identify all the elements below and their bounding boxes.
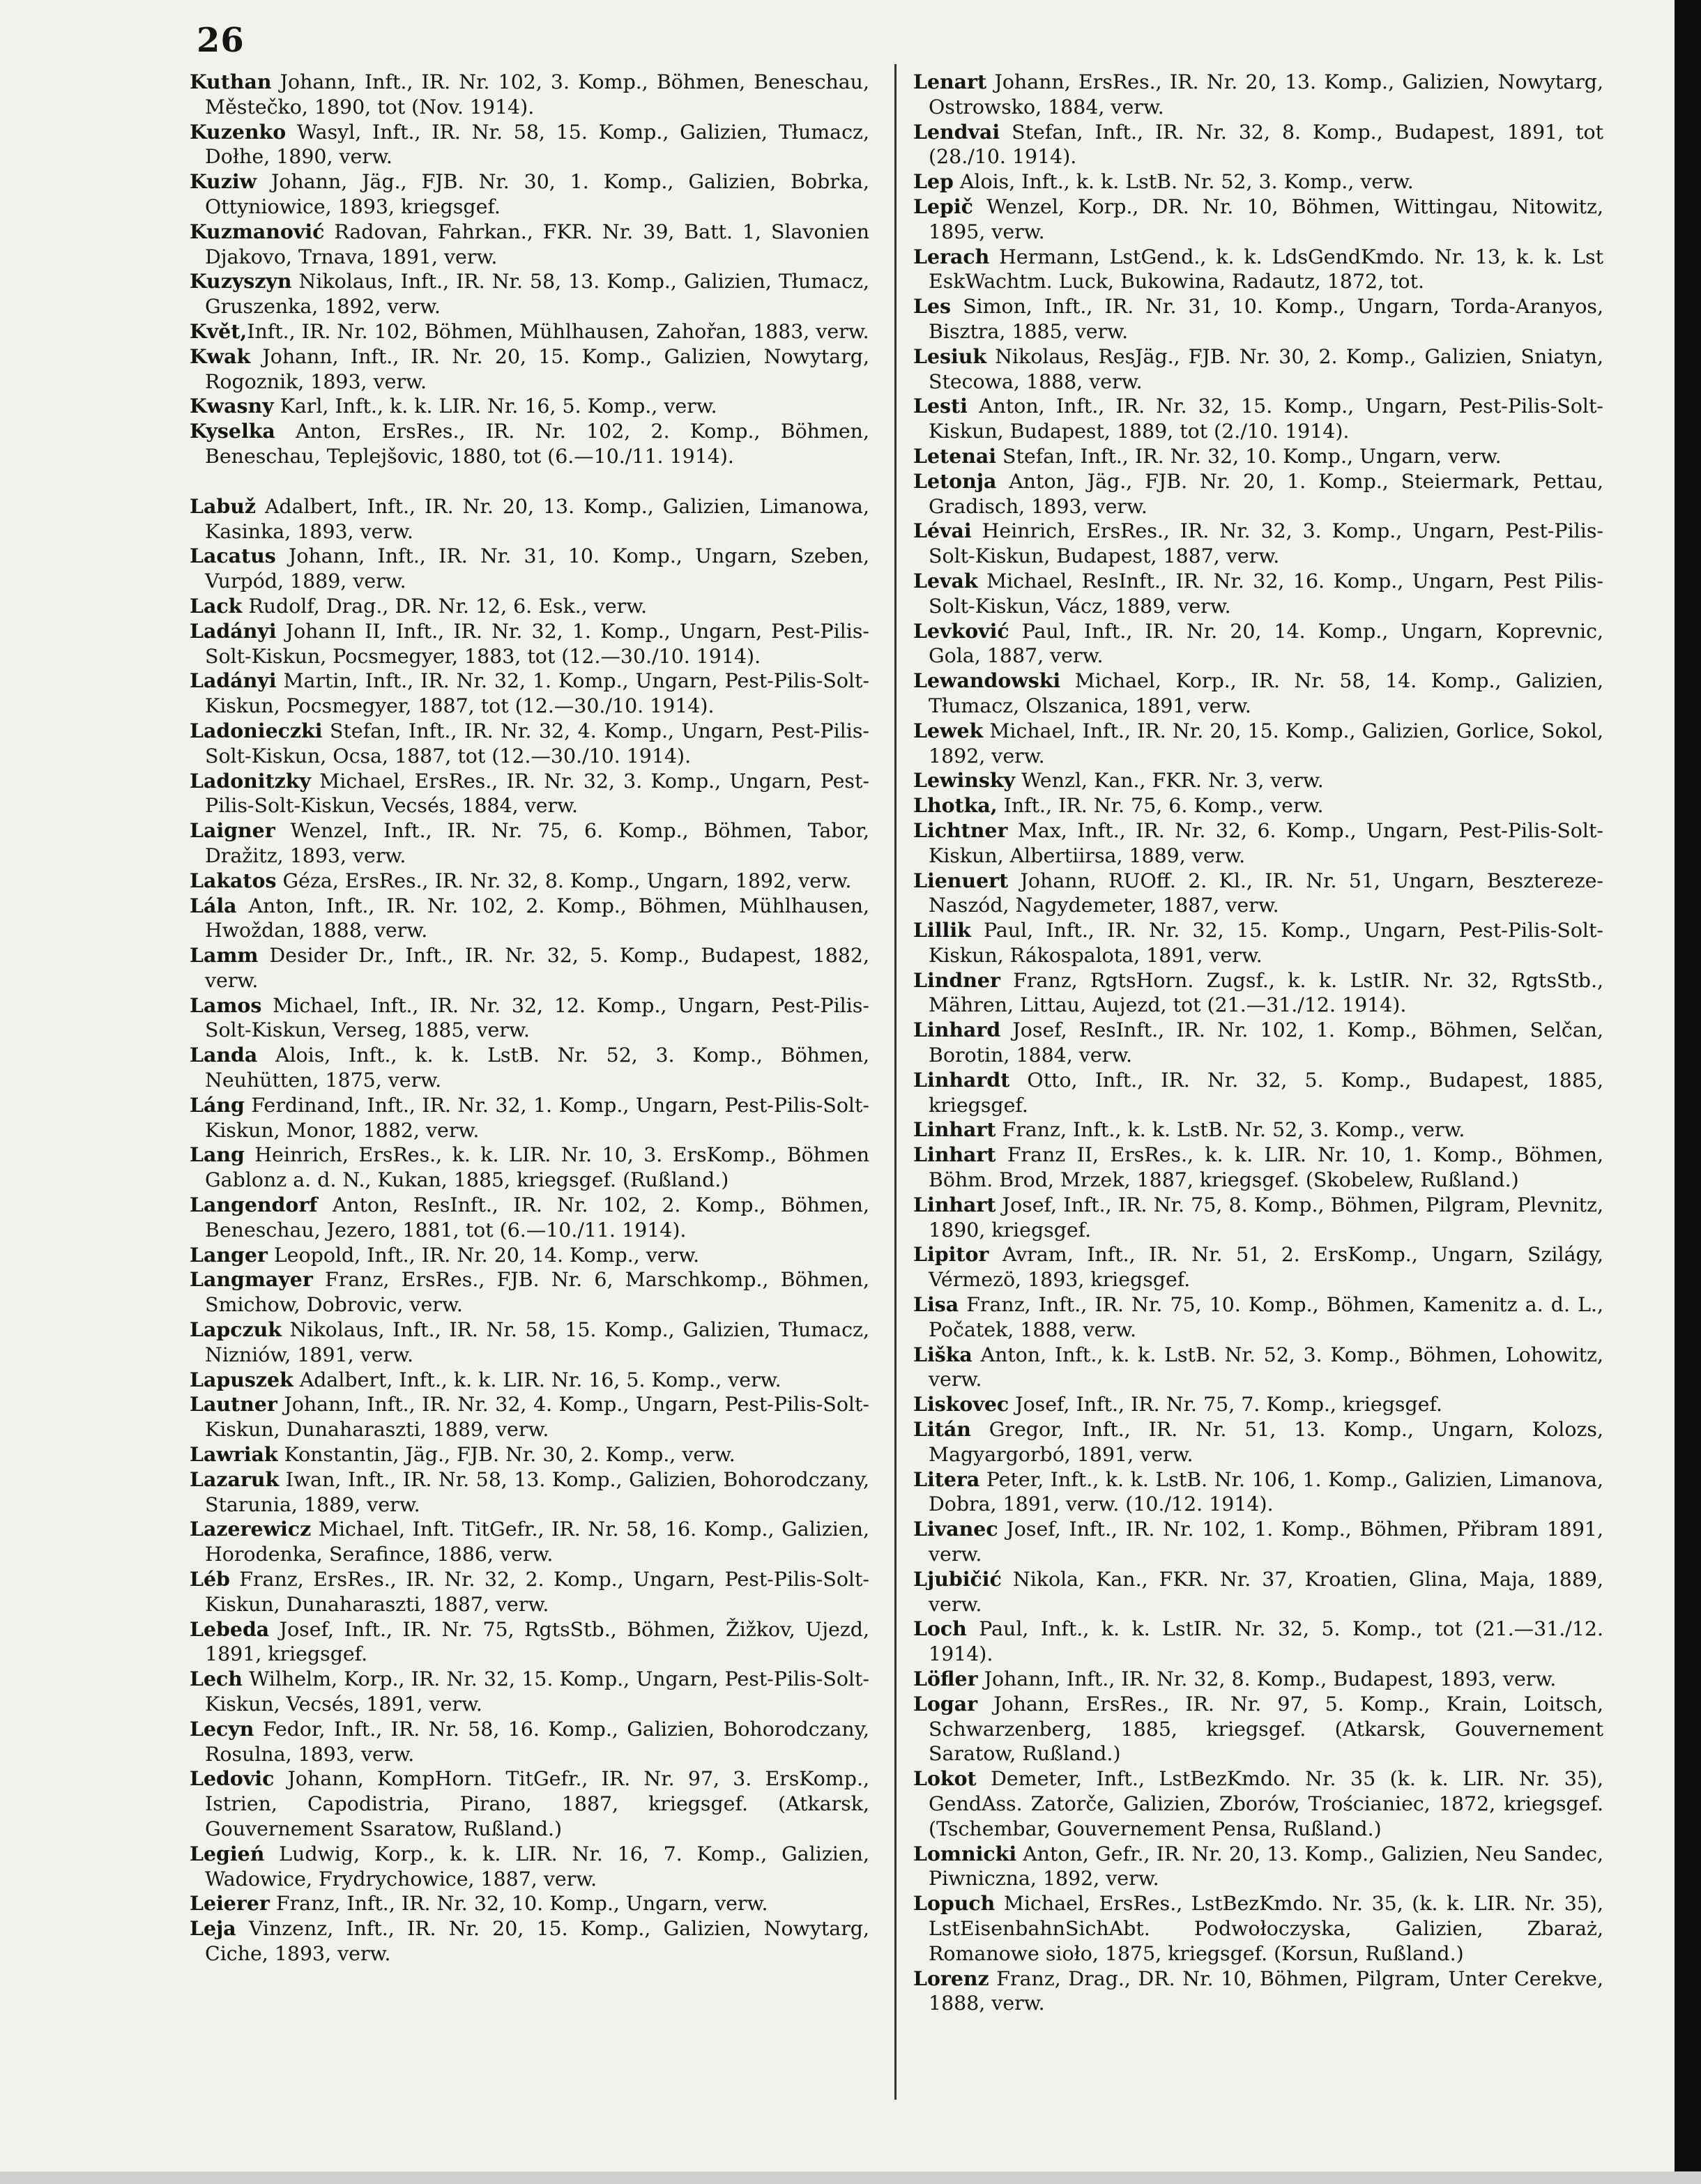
entry-surname: Lichtner — [913, 818, 1008, 842]
list-entry — [913, 1417, 1603, 1467]
list-entry — [913, 70, 1603, 120]
entry-details: Anton, Gefr., IR. Nr. 20, 13. Komp., Galizien, Neu Sandec, Piwniczna, 1892, verw. — [929, 1842, 1603, 1891]
entry-details: Radovan, Fahrkan., FKR. Nr. 39, Batt. 1, Slavonien Djakovo, Trnava, 1891, verw. — [205, 220, 869, 268]
entry-details: Josef, Inft., IR. Nr. 75, 8. Komp., Böhmen, Pilgram, Plevnitz, 1890, kriegsgef. — [929, 1193, 1603, 1242]
entry-details: Michael, ResInft., IR. Nr. 32, 16. Komp., Ungarn, Pest Pilis-Solt-Kiskun, Vácz, 1889, verw. — [929, 569, 1603, 618]
entry-surname: Lawriak — [190, 1442, 278, 1467]
entry-details: Iwan, Inft., IR. Nr. 58, 13. Komp., Galizien, Bohorodczany, Starunia, 1889, verw. — [205, 1467, 869, 1516]
entry-surname: Kyselka — [190, 419, 275, 443]
list-entry — [913, 469, 1603, 519]
entry-details: Franz II, ErsRes., k. k. LIR. Nr. 10, 1. Komp., Böhmen, Böhm. Brod, Mrzek, 1887, kriegsgef. (Skobelew, Rußland.) — [929, 1143, 1603, 1192]
entry-details: Stefan, Inft., IR. Nr. 32, 4. Komp., Ungarn, Pest-Pilis-Solt-Kiskun, Ocsa, 1887, tot (12.—30./10. 1914). — [205, 719, 869, 768]
entry-surname: Lebeda — [190, 1617, 270, 1641]
list-entry — [190, 1766, 869, 1841]
entry-surname: Laigner — [190, 818, 275, 843]
list-entry — [913, 968, 1603, 1018]
list-entry — [913, 394, 1603, 444]
list-entry — [190, 1318, 869, 1368]
entry-surname: Lazaruk — [190, 1467, 280, 1491]
entry-details: Johann, RUOff. 2. Kl., IR. Nr. 51, Ungarn, Besztereze-Naszód, Nagydemeter, 1887, verw. — [929, 869, 1603, 917]
scan-edge-right — [1675, 0, 1701, 2184]
entry-surname: Lazerewicz — [190, 1517, 312, 1541]
entry-surname: Lorenz — [913, 1966, 989, 1990]
entry-surname: Kuzyszyn — [190, 269, 292, 293]
list-entry — [190, 120, 869, 170]
entry-details: Johann, ErsRes., IR. Nr. 97, 5. Komp., Krain, Loitsch, Schwarzenberg, 1885, kriegsgef. (Atkarsk, Gouvernement Saratow, Rußland.) — [929, 1692, 1603, 1766]
entry-surname: Lesti — [913, 394, 968, 418]
entry-details: Josef, Inft., IR. Nr. 75, RgtsStb., Böhmen, Žižkov, Ujezd, 1891, kriegsgef. — [205, 1617, 869, 1666]
list-entry — [190, 1193, 869, 1243]
list-entry — [190, 943, 869, 993]
entry-surname: Litera — [913, 1467, 980, 1491]
list-entry — [913, 294, 1603, 344]
list-entry — [190, 1717, 869, 1767]
list-entry — [913, 444, 1603, 469]
entry-details: Michael, Korp., IR. Nr. 58, 14. Komp., Galizien, Tłumacz, Olszanica, 1891, verw. — [929, 669, 1603, 717]
list-entry — [190, 1617, 869, 1667]
list-entry — [190, 344, 869, 395]
entry-details: Wasyl, Inft., IR. Nr. 58, 15. Komp., Galizien, Tłumacz, Dołhe, 1890, verw. — [205, 120, 869, 169]
scan-edge-bottom — [0, 2171, 1701, 2184]
list-entry — [190, 1243, 869, 1268]
entry-surname: Linhart — [913, 1117, 996, 1142]
entry-surname: Lenart — [913, 70, 987, 93]
list-entry — [190, 1467, 869, 1518]
entry-surname: Loch — [913, 1617, 967, 1641]
list-entry — [913, 245, 1603, 295]
entry-surname: Lomnicki — [913, 1841, 1017, 1865]
entry-details: Johann, Inft., IR. Nr. 31, 10. Komp., Ungarn, Szeben, Vurpód, 1889, verw. — [205, 544, 869, 593]
entry-surname: Lecyn — [190, 1716, 254, 1741]
entry-details: Josef, ResInft., IR. Nr. 102, 1. Komp., Böhmen, Selčan, Borotin, 1884, verw. — [929, 1018, 1603, 1067]
entry-surname: Kwak — [190, 344, 251, 368]
entry-details: Hermann, LstGend., k. k. LdsGendKmdo. Nr. 13, k. k. Lst EskWachtm. Luck, Bukowina, Radautz, 1872, tot. — [929, 245, 1603, 293]
list-entry — [913, 793, 1603, 818]
entry-surname: Linhart — [913, 1192, 996, 1216]
entry-surname: Liskovec — [913, 1392, 1009, 1416]
entry-surname: Lerach — [913, 244, 990, 268]
entry-surname: Lautner — [190, 1392, 277, 1416]
entry-surname: Letonja — [913, 468, 997, 493]
entry-details: Michael, Inft., IR. Nr. 32, 12. Komp., Ungarn, Pest-Pilis-Solt-Kiskun, Verseg, 1885, verw. — [205, 993, 869, 1042]
entry-details: Johann, Inft., IR. Nr. 32, 8. Komp., Budapest, 1893, verw. — [977, 1667, 1557, 1690]
list-entry — [913, 1068, 1603, 1118]
entry-surname: Liška — [913, 1342, 972, 1366]
entry-surname: Lindner — [913, 968, 1000, 992]
list-entry — [190, 494, 869, 544]
entry-details: Alois, Inft., k. k. LstB. Nr. 52, 3. Komp., verw. — [953, 170, 1414, 194]
entry-details: Nikolaus, ResJäg., FJB. Nr. 30, 2. Komp., Galizien, Sniatyn, Stecowa, 1888, verw. — [929, 344, 1603, 393]
list-entry — [913, 1242, 1603, 1292]
list-entry — [190, 1093, 869, 1143]
entry-details: Inft., IR. Nr. 102, Böhmen, Mühlhausen, Zahořan, 1883, verw. — [247, 319, 869, 343]
entry-surname: Langer — [190, 1242, 268, 1267]
entry-surname: Livanec — [913, 1517, 998, 1541]
entry-surname: Landa — [190, 1043, 258, 1067]
entry-details: Wenzel, Korp., DR. Nr. 10, Böhmen, Wittingau, Nitowitz, 1895, verw. — [929, 194, 1603, 243]
entry-surname: Lokot — [913, 1766, 977, 1791]
list-entry — [190, 1842, 869, 1892]
entry-surname: Ladonieczki — [190, 718, 323, 742]
entry-surname: Lála — [190, 893, 237, 917]
list-entry — [190, 169, 869, 220]
list-entry — [190, 220, 869, 270]
entry-surname: Lewandowski — [913, 669, 1061, 693]
entry-surname: Lendvai — [913, 119, 1000, 144]
column-divider — [894, 64, 897, 2100]
list-entry — [913, 918, 1603, 968]
entry-surname: Lopuch — [913, 1891, 996, 1916]
entry-details: Anton, Inft., IR. Nr. 32, 15. Komp., Ungarn, Pest-Pilis-Solt-Kiskun, Budapest, 1889, tot (2./10. 1914). — [929, 395, 1603, 443]
entry-details: Franz, ErsRes., IR. Nr. 32, 2. Komp., Ungarn, Pest-Pilis-Solt-Kiskun, Dunaharaszti, 1887, verw. — [205, 1568, 869, 1616]
entry-details: Johann, KompHorn. TitGefr., IR. Nr. 97, 3. ErsKomp., Istrien, Capodistria, Pirano, 1887, kriegsgef. (Atkarsk, Gouvernement Ssaratow, Rußland.) — [205, 1767, 869, 1840]
entry-details: Michael, ErsRes., LstBezKmdo. Nr. 35, (k. k. LIR. Nr. 35), LstEisenbahnSichAbt. Podwołoczyska, Galizien, Zbaraż, Romanowe sioło, 1875, kriegsgef. (Korsun, Rußland.) — [929, 1892, 1603, 1965]
right-column — [913, 70, 1603, 2016]
entry-surname: Letenai — [913, 443, 997, 468]
entry-details: Géza, ErsRes., IR. Nr. 32, 8. Komp., Ungarn, 1892, verw. — [276, 869, 852, 892]
list-entry — [913, 1392, 1603, 1417]
entry-details: Karl, Inft., k. k. LIR. Nr. 16, 5. Komp., verw. — [273, 395, 717, 418]
list-entry — [190, 1667, 869, 1717]
list-entry — [190, 1567, 869, 1617]
entry-details: Avram, Inft., IR. Nr. 51, 2. ErsKomp., Ungarn, Szilágy, Vérmezö, 1893, kriegsgef. — [929, 1243, 1603, 1292]
entry-details: Franz, Drag., DR. Nr. 10, Böhmen, Pilgram, Unter Cerekve, 1888, verw. — [929, 1967, 1603, 2015]
list-entry — [190, 1143, 869, 1193]
entry-surname: Litán — [913, 1417, 971, 1442]
list-entry — [913, 1193, 1603, 1243]
entry-details: Stefan, Inft., IR. Nr. 32, 10. Komp., Ungarn, verw. — [996, 444, 1502, 468]
entry-surname: Ladonitzky — [190, 768, 311, 793]
entry-surname: Ljubičić — [913, 1566, 1002, 1591]
entry-surname: Kwasny — [190, 394, 274, 418]
entry-details: Adalbert, Inft., IR. Nr. 20, 13. Komp., Galizien, Limanowa, Kasinka, 1893, verw. — [205, 494, 869, 543]
entry-details: Nikola, Kan., FKR. Nr. 37, Kroatien, Glina, Maja, 1889, verw. — [929, 1567, 1603, 1616]
list-entry — [913, 1766, 1603, 1841]
left-column — [190, 70, 869, 1967]
entry-details: Paul, Inft., IR. Nr. 32, 15. Komp., Ungarn, Pest-Pilis-Solt-Kiskun, Rákospalota, 1891, verw. — [929, 919, 1603, 967]
list-entry — [913, 669, 1603, 719]
entry-surname: Lech — [190, 1667, 243, 1691]
entry-surname: Löfler — [913, 1667, 978, 1690]
list-entry — [913, 1343, 1603, 1393]
list-entry — [913, 768, 1603, 793]
entry-details: Nikolaus, Inft., IR. Nr. 58, 15. Komp., Galizien, Tłumacz, Nizniów, 1891, verw. — [205, 1318, 869, 1366]
entry-surname: Kuziw — [190, 169, 257, 194]
entry-surname: Kuzmanović — [190, 219, 325, 243]
entry-details: Fedor, Inft., IR. Nr. 58, 16. Komp., Galizien, Bohorodczany, Rosulna, 1893, verw. — [205, 1717, 869, 1766]
list-entry — [190, 394, 869, 419]
list-entry — [913, 1842, 1603, 1892]
entry-details: Konstantin, Jäg., FJB. Nr. 30, 2. Komp., verw. — [277, 1443, 735, 1467]
entry-surname: Lienuert — [913, 868, 1009, 892]
list-entry — [913, 1517, 1603, 1567]
entry-details: Desider Dr., Inft., IR. Nr. 32, 5. Komp., Budapest, 1882, verw. — [205, 944, 869, 992]
entry-surname: Lillik — [913, 918, 971, 942]
list-entry — [190, 1891, 869, 1916]
list-entry — [913, 1467, 1603, 1518]
entry-surname: Linhardt — [913, 1067, 1010, 1092]
entry-details: Ludwig, Korp., k. k. LIR. Nr. 16, 7. Komp., Galizien, Wadowice, Frydrychowice, 1887, verw. — [205, 1842, 869, 1891]
entry-surname: Linhard — [913, 1018, 1001, 1042]
entry-details: Peter, Inft., k. k. LstB. Nr. 106, 1. Komp., Galizien, Limanova, Dobra, 1891, verw. (10./12. 1914). — [929, 1467, 1603, 1516]
list-entry — [190, 269, 869, 319]
list-entry — [913, 1567, 1603, 1617]
entry-details: Gregor, Inft., IR. Nr. 51, 13. Komp., Ungarn, Kolozs, Magyargorbó, 1891, verw. — [929, 1418, 1603, 1466]
entry-surname: Lamm — [190, 943, 259, 968]
entry-surname: Leja — [190, 1916, 236, 1941]
list-entry — [190, 869, 869, 894]
entry-details: Rudolf, Drag., DR. Nr. 12, 6. Esk., verw. — [242, 594, 648, 618]
list-entry — [913, 619, 1603, 669]
entry-details: Anton, Jäg., FJB. Nr. 20, 1. Komp., Steiermark, Pettau, Gradisch, 1893, verw. — [929, 469, 1603, 518]
entry-details: Paul, Inft., k. k. LstIR. Nr. 32, 5. Komp., tot (21.—31./12. 1914). — [929, 1617, 1603, 1666]
entry-surname: Lamos — [190, 993, 262, 1017]
list-entry — [913, 1117, 1603, 1143]
entry-details: Paul, Inft., IR. Nr. 20, 14. Komp., Ungarn, Koprevnic, Gola, 1887, verw. — [929, 619, 1603, 668]
entry-surname: Květ, — [190, 319, 247, 343]
entry-surname: Lesiuk — [913, 344, 987, 368]
entry-surname: Ladányi — [190, 618, 277, 643]
entry-details: Martin, Inft., IR. Nr. 32, 1. Komp., Ungarn, Pest-Pilis-Solt-Kiskun, Pocsmegyer, 1887, tot (12.—30./10. 1914). — [205, 669, 869, 718]
list-entry — [913, 194, 1603, 245]
entry-surname: Linhart — [913, 1143, 996, 1167]
list-entry — [913, 1617, 1603, 1667]
entry-details: Demeter, Inft., LstBezKmdo. Nr. 35 (k. k. LIR. Nr. 35), GendAss. Zatorče, Galizien, Zborów, Trościaniec, 1872, kriegsgef. (Tschembar, Gouvernement Pensa, Rußland.) — [929, 1767, 1603, 1840]
entry-details: Johann, Jäg., FJB. Nr. 30, 1. Komp., Galizien, Bobrka, Ottyniowice, 1893, kriegsgef. — [205, 170, 869, 218]
entry-surname: Lipitor — [913, 1242, 989, 1267]
entry-details: Ferdinand, Inft., IR. Nr. 32, 1. Komp., Ungarn, Pest-Pilis-Solt-Kiskun, Monor, 1882, verw. — [205, 1093, 869, 1142]
entry-details: Michael, ErsRes., IR. Nr. 32, 3. Komp., Ungarn, Pest-Pilis-Solt-Kiskun, Vecsés, 1884, verw. — [205, 769, 869, 818]
entry-surname: Ledovic — [190, 1766, 275, 1791]
entry-surname: Langmayer — [190, 1267, 313, 1292]
entry-details: Simon, Inft., IR. Nr. 31, 10. Komp., Ungarn, Torda-Aranyos, Bisztra, 1885, verw. — [929, 295, 1603, 343]
list-entry — [913, 1692, 1603, 1766]
entry-surname: Legień — [190, 1841, 265, 1865]
entry-surname: Lewek — [913, 718, 984, 742]
list-entry — [913, 344, 1603, 395]
entry-surname: Logar — [913, 1691, 978, 1716]
entry-details: Wenzl, Kan., FKR. Nr. 3, verw. — [1015, 769, 1324, 793]
entry-surname: Kuzenko — [190, 119, 287, 144]
letter-section-gap — [190, 469, 869, 494]
list-entry — [190, 1916, 869, 1967]
entry-details: Franz, RgtsHorn. Zugsf., k. k. LstIR. Nr. 32, RgtsStb., Mähren, Littau, Aujezd, tot (21.—31./12. 1914). — [929, 968, 1603, 1017]
list-entry — [913, 1891, 1603, 1966]
list-entry — [190, 70, 869, 120]
entry-details: Anton, ErsRes., IR. Nr. 102, 2. Komp., Böhmen, Beneschau, Teplejšovic, 1880, tot (6.—10./11. 1914). — [205, 420, 869, 468]
entry-surname: Levak — [913, 568, 978, 593]
entry-details: Michael, Inft., IR. Nr. 20, 15. Komp., Galizien, Gorlice, Sokol, 1892, verw. — [929, 719, 1603, 768]
entry-details: Johann, Inft., IR. Nr. 32, 4. Komp., Ungarn, Pest-Pilis-Solt-Kiskun, Dunaharaszti, 1889, verw. — [205, 1393, 869, 1442]
list-entry — [190, 719, 869, 769]
entry-details: Heinrich, ErsRes., IR. Nr. 32, 3. Komp., Ungarn, Pest-Pilis-Solt-Kiskun, Budapest, 1887, verw. — [929, 519, 1603, 568]
list-entry — [190, 1267, 869, 1318]
list-entry — [913, 1143, 1603, 1193]
entry-details: Michael, Inft. TitGefr., IR. Nr. 58, 16. Komp., Galizien, Horodenka, Serafince, 1886, verw. — [205, 1518, 869, 1566]
entry-surname: Langendorf — [190, 1193, 318, 1217]
entry-surname: Lack — [190, 593, 243, 618]
entry-details: Otto, Inft., IR. Nr. 32, 5. Komp., Budapest, 1885, kriegsgef. — [929, 1068, 1603, 1117]
list-entry — [190, 818, 869, 869]
entry-surname: Lang — [190, 1143, 245, 1167]
entry-surname: Ladányi — [190, 669, 277, 693]
entry-details: Josef, Inft., IR. Nr. 75, 7. Komp., kriegsgef. — [1009, 1393, 1442, 1416]
entry-surname: Labuž — [190, 494, 256, 518]
entry-details: Franz, ErsRes., FJB. Nr. 6, Marschkomp., Böhmen, Smichow, Dobrovic, verw. — [205, 1268, 869, 1317]
list-entry — [913, 1667, 1603, 1692]
entry-details: Wenzel, Inft., IR. Nr. 75, 6. Komp., Böhmen, Tabor, Dražitz, 1893, verw. — [205, 819, 869, 867]
entry-details: Johann, Inft., IR. Nr. 20, 15. Komp., Galizien, Nowytarg, Rogoznik, 1893, verw. — [205, 344, 869, 393]
entry-surname: Levković — [913, 618, 1009, 643]
entry-details: Stefan, Inft., IR. Nr. 32, 8. Komp., Budapest, 1891, tot (28./10. 1914). — [929, 120, 1603, 169]
list-entry — [190, 1043, 869, 1093]
list-entry — [190, 1368, 869, 1393]
entry-details: Heinrich, ErsRes., k. k. LIR. Nr. 10, 3. ErsKomp., Böhmen Gablonz a. d. N., Kukan, 1885, kriegsgef. (Rußland.) — [205, 1143, 869, 1192]
list-entry — [190, 419, 869, 469]
entry-surname: Lewinsky — [913, 768, 1016, 793]
entry-details: Franz, Inft., k. k. LstB. Nr. 52, 3. Komp., verw. — [996, 1118, 1465, 1142]
list-entry — [913, 569, 1603, 619]
entry-surname: Lacatus — [190, 544, 276, 568]
list-entry — [913, 1292, 1603, 1343]
entry-details: Alois, Inft., k. k. LstB. Nr. 52, 3. Komp., Böhmen, Neuhütten, 1875, verw. — [205, 1044, 869, 1092]
entry-surname: Lapczuk — [190, 1318, 282, 1342]
entry-details: Josef, Inft., IR. Nr. 102, 1. Komp., Böhmen, Přibram 1891, verw. — [929, 1518, 1603, 1566]
entry-details: Anton, ResInft., IR. Nr. 102, 2. Komp., Böhmen, Beneschau, Jezero, 1881, tot (6.—10./11. 1914). — [205, 1193, 869, 1242]
entry-details: Wilhelm, Korp., IR. Nr. 32, 15. Komp., Ungarn, Pest-Pilis-Solt-Kiskun, Vecsés, 1891, verw. — [205, 1667, 869, 1716]
entry-details: Vinzenz, Inft., IR. Nr. 20, 15. Komp., Galizien, Nowytarg, Ciche, 1893, verw. — [205, 1917, 869, 1965]
entry-surname: Kuthan — [190, 70, 272, 93]
entry-details: Franz, Inft., IR. Nr. 75, 10. Komp., Böhmen, Kamenitz a. d. L., Počatek, 1888, verw. — [929, 1293, 1603, 1341]
entry-surname: Les — [913, 294, 952, 319]
list-entry — [190, 594, 869, 619]
entry-details: Johann II, Inft., IR. Nr. 32, 1. Komp., Ungarn, Pest-Pilis-Solt-Kiskun, Pocsmegyer, 1883, tot (12.—30./10. 1914). — [205, 619, 869, 668]
entry-surname: Lepič — [913, 194, 973, 218]
list-entry — [190, 894, 869, 944]
entry-details: Johann, ErsRes., IR. Nr. 20, 13. Komp., Galizien, Nowytarg, Ostrowsko, 1884, verw. — [929, 70, 1603, 119]
list-entry — [190, 319, 869, 344]
list-entry — [190, 619, 869, 669]
page-number: 26 — [197, 21, 245, 60]
entry-details: Franz, Inft., IR. Nr. 32, 10. Komp., Ungarn, verw. — [269, 1892, 768, 1916]
entry-details: Adalbert, Inft., k. k. LIR. Nr. 16, 5. Komp., verw. — [293, 1368, 781, 1391]
entry-details: Anton, Inft., k. k. LstB. Nr. 52, 3. Komp., Böhmen, Lohowitz, verw. — [929, 1343, 1603, 1391]
list-entry — [913, 120, 1603, 170]
entry-surname: Lep — [913, 169, 954, 194]
entry-details: Anton, Inft., IR. Nr. 102, 2. Komp., Böhmen, Mühlhausen, Hwoždan, 1888, verw. — [205, 894, 869, 942]
list-entry — [913, 519, 1603, 569]
entry-surname: Láng — [190, 1092, 245, 1117]
list-entry — [190, 1392, 869, 1442]
list-entry — [190, 1442, 869, 1467]
entry-details: Nikolaus, Inft., IR. Nr. 58, 13. Komp., Galizien, Tłumacz, Gruszenka, 1892, verw. — [205, 270, 869, 319]
list-entry — [913, 1967, 1603, 2017]
entry-surname: Lakatos — [190, 868, 277, 892]
entry-surname: Lhotka, — [913, 793, 998, 818]
list-entry — [190, 669, 869, 719]
list-entry — [190, 993, 869, 1044]
list-entry — [190, 769, 869, 819]
entry-surname: Lévai — [913, 519, 972, 543]
entry-surname: Lisa — [913, 1292, 959, 1317]
list-entry — [190, 544, 869, 594]
list-entry — [913, 1018, 1603, 1068]
entry-details: Johann, Inft., IR. Nr. 102, 3. Komp., Böhmen, Beneschau, Městečko, 1890, tot (Nov. 1914). — [205, 70, 869, 119]
entry-details: Inft., IR. Nr. 75, 6. Komp., verw. — [997, 794, 1324, 818]
entry-details: Max, Inft., IR. Nr. 32, 6. Komp., Ungarn, Pest-Pilis-Solt-Kiskun, Albertiirsa, 1889, verw. — [929, 818, 1603, 867]
list-entry — [913, 818, 1603, 869]
entry-surname: Leierer — [190, 1891, 270, 1916]
list-entry — [190, 1517, 869, 1567]
entry-surname: Lapuszek — [190, 1367, 293, 1391]
entry-surname: Léb — [190, 1567, 230, 1591]
list-entry — [913, 869, 1603, 919]
entry-details: Leopold, Inft., IR. Nr. 20, 14. Komp., verw. — [267, 1243, 700, 1267]
list-entry — [913, 719, 1603, 769]
list-entry — [913, 169, 1603, 194]
